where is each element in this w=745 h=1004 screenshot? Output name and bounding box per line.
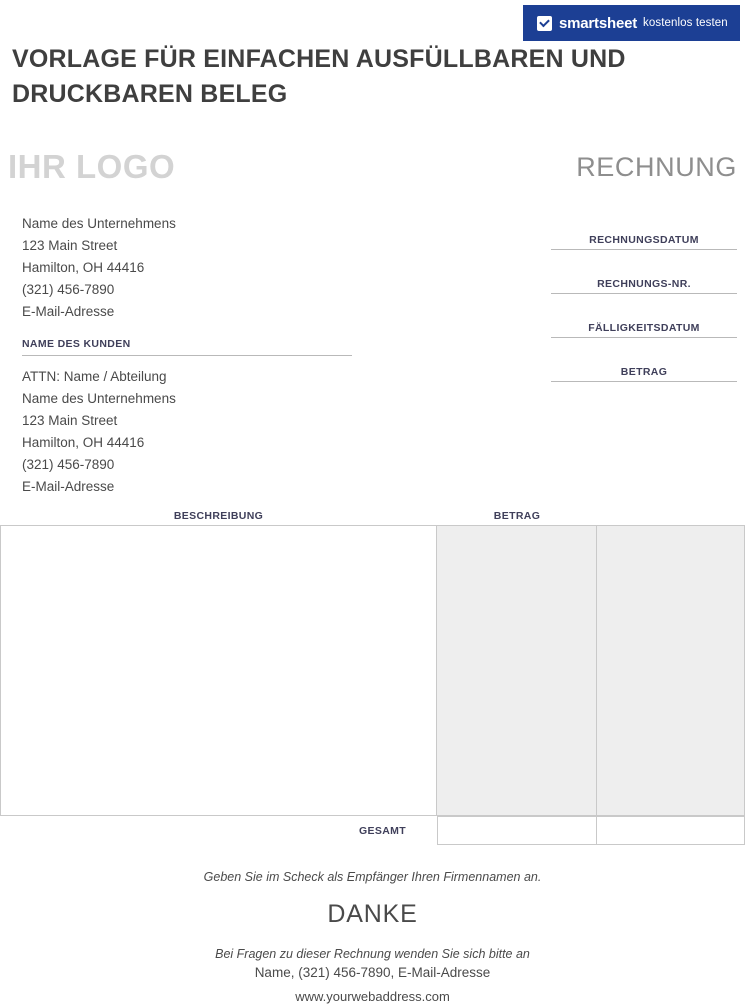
description-entry-area[interactable]	[0, 525, 437, 816]
customer-email[interactable]: E-Mail-Adresse	[22, 479, 115, 494]
company-city[interactable]: Hamilton, OH 44416	[22, 260, 145, 275]
smartsheet-trial-link[interactable]: kostenlos testen	[643, 17, 728, 29]
customer-city[interactable]: Hamilton, OH 44416	[22, 435, 145, 450]
meta-field-due-date[interactable]	[551, 294, 737, 338]
footer-contact: Name, (321) 456-7890, E-Mail-Adresse	[254, 965, 491, 980]
meta-label-due-date: FÄLLIGKEITSDATUM	[588, 322, 700, 334]
total-value-field[interactable]	[437, 816, 597, 845]
column-header-amount: BETRAG	[493, 510, 541, 522]
meta-label-invoice-number: RECHNUNGS-NR.	[597, 278, 691, 290]
smartsheet-brand-label: smartsheet	[559, 14, 638, 32]
invoice-meta-fields	[551, 206, 737, 382]
logo-placeholder: IHR LOGO	[8, 148, 176, 185]
footer-website[interactable]: www.yourwebaddress.com	[295, 989, 450, 1004]
footer	[0, 870, 745, 1004]
customer-address-block	[22, 366, 352, 498]
customer-street[interactable]: 123 Main Street	[22, 413, 118, 428]
customer-attn[interactable]: ATTN: Name / Abteilung	[22, 369, 167, 384]
company-email[interactable]: E-Mail-Adresse	[22, 304, 115, 319]
table-header-row	[0, 510, 745, 526]
footer-thanks: DANKE	[327, 900, 418, 928]
company-address-block	[22, 213, 352, 323]
customer-phone[interactable]: (321) 456-7890	[22, 457, 115, 472]
smartsheet-checkmark-icon	[537, 16, 552, 31]
meta-field-invoice-date[interactable]	[551, 206, 737, 250]
footer-check-note: Geben Sie im Scheck als Empfänger Ihren Firmennamen an.	[203, 870, 542, 884]
meta-label-amount: BETRAG	[620, 366, 668, 378]
smartsheet-banner[interactable]	[523, 5, 740, 41]
meta-field-invoice-number[interactable]	[551, 250, 737, 294]
document-type-label: RECHNUNG	[576, 152, 737, 182]
total-label: GESAMT	[358, 824, 406, 837]
table-body	[0, 525, 745, 816]
customer-company-name[interactable]: Name des Unternehmens	[22, 391, 176, 406]
company-name[interactable]: Name des Unternehmens	[22, 216, 176, 231]
page-title: VORLAGE FÜR EINFACHEN AUSFÜLLBAREN UND DRUCKBAREN BELEG	[12, 45, 626, 108]
customer-section-heading: NAME DES KUNDEN	[22, 338, 352, 356]
total-row	[0, 816, 745, 845]
amount-entry-area[interactable]	[437, 525, 597, 816]
company-phone[interactable]: (321) 456-7890	[22, 282, 115, 297]
extra-entry-area[interactable]	[597, 525, 745, 816]
meta-label-invoice-date: RECHNUNGSDATUM	[589, 234, 699, 246]
total-extra-field[interactable]	[597, 816, 745, 845]
column-header-description: BESCHREIBUNG	[173, 510, 264, 522]
meta-field-amount[interactable]	[551, 338, 737, 382]
footer-questions-note: Bei Fragen zu dieser Rechnung wenden Sie sich bitte an	[215, 947, 530, 961]
company-street[interactable]: 123 Main Street	[22, 238, 118, 253]
